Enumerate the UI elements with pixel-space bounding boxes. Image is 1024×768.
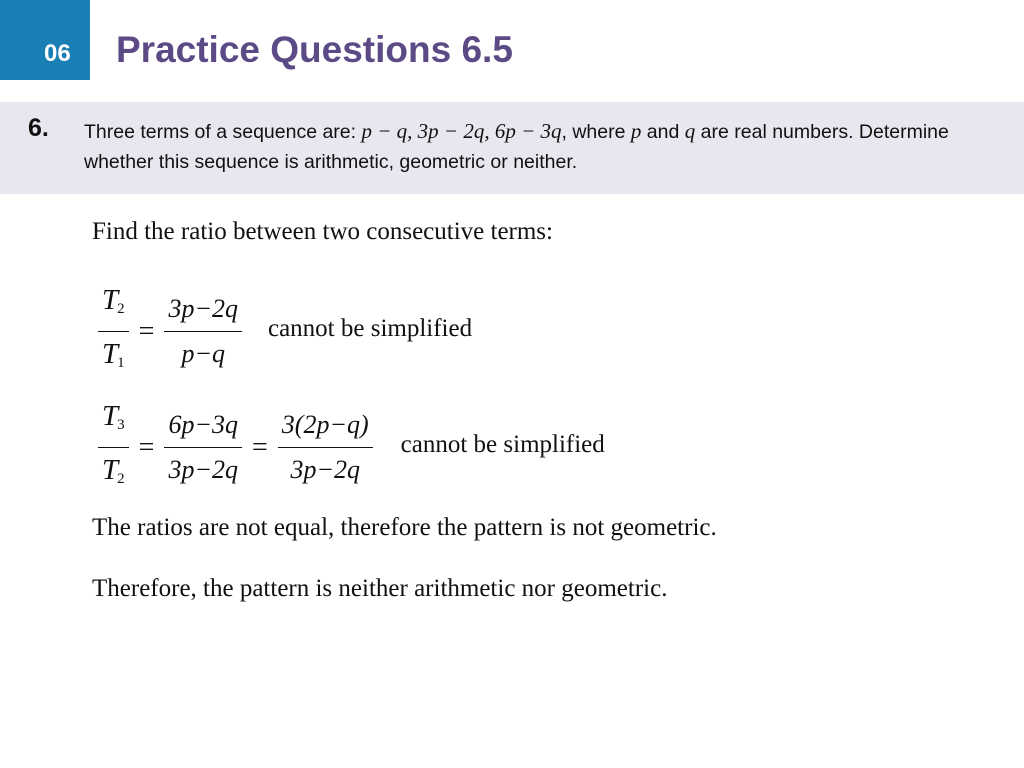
question-text-middle: , where [561, 121, 631, 143]
ratio1-rhs-numerator: 3p−2q [164, 291, 242, 332]
solution-intro: Find the ratio between two consecutive terms: [92, 218, 553, 245]
ratio2-lhs-denominator: $T_2$ [102, 454, 125, 487]
question-text-before: Three terms of a sequence are: [84, 121, 362, 143]
page-title: Practice Questions 6.5 [116, 29, 513, 70]
chapter-number: 06 [44, 40, 71, 67]
ratio2-rhs-denominator: 3p−2q [290, 455, 360, 484]
question-var-p: p [630, 119, 642, 143]
ratio-equation-1 [98, 282, 472, 381]
ratio1-rhs-fraction [164, 291, 242, 372]
ratio2-rhs-numerator: 3(2p−q) [278, 407, 373, 448]
ratio1-note: cannot be simplified [267, 314, 473, 342]
ratio2-mid-fraction [164, 407, 242, 488]
question-text-and: and [641, 121, 685, 143]
ratio1-rhs-denominator: p−q [181, 339, 225, 368]
question-terms: p − q, 3p − 2q, 6p − 3q [361, 119, 562, 143]
equals-sign: = [251, 431, 268, 463]
ratio2-lhs-numerator: $T_3$ [98, 398, 129, 448]
equals-sign: = [138, 431, 155, 463]
ratio2-note: cannot be simplified [400, 430, 605, 458]
ratio2-rhs-fraction [278, 407, 373, 488]
ratio2-lhs-fraction [98, 398, 129, 497]
ratio1-lhs-fraction [98, 282, 129, 381]
question-text [84, 116, 1004, 177]
chapter-badge [0, 0, 90, 80]
ratio2-mid-denominator: 3p−2q [168, 455, 238, 484]
question-var-q: q [684, 119, 696, 143]
ratio1-lhs-denominator: $T_1$ [102, 338, 125, 371]
ratio-equation-2 [98, 398, 605, 497]
question-band [0, 102, 1024, 194]
ratio2-mid-numerator: 6p−3q [164, 407, 242, 448]
ratio1-lhs-numerator: $T_2$ [98, 282, 129, 332]
question-number: 6. [28, 114, 49, 142]
conclusion-not-geometric: The ratios are not equal, therefore the pattern is not geometric. [92, 514, 717, 541]
question-text-after: are real numbers. Determine whether this sequence is arithmetic, geometric or neither. [84, 121, 949, 173]
conclusion-neither: Therefore, the pattern is neither arithmetic nor geometric. [92, 575, 668, 602]
equals-sign: = [138, 315, 155, 347]
